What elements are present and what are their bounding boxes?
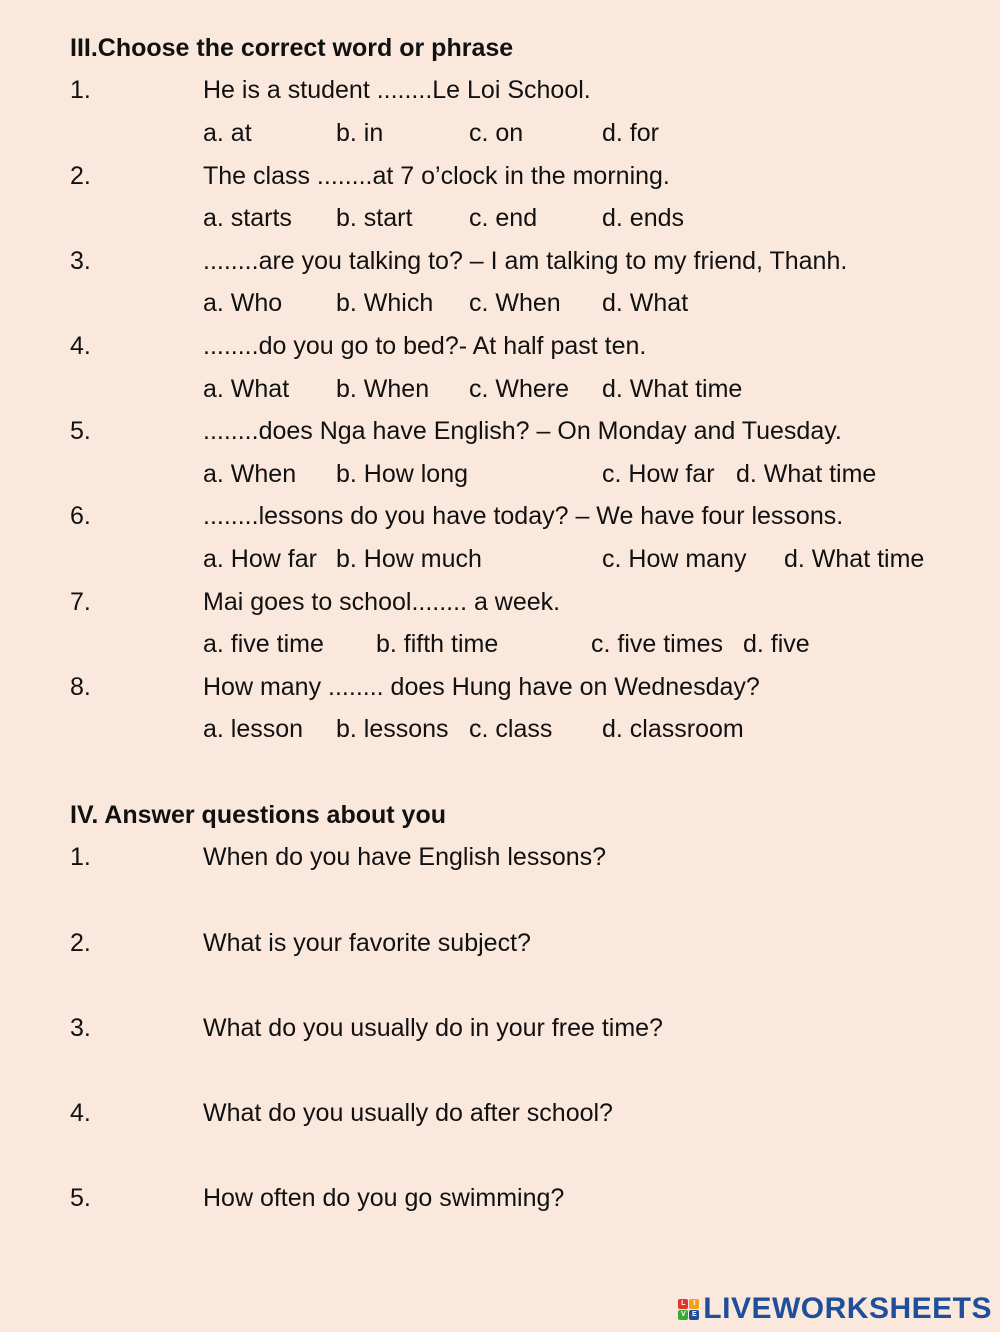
option-b[interactable]: b. Which — [336, 289, 434, 317]
logo-square: L — [678, 1299, 688, 1309]
option-b[interactable]: b. When — [336, 375, 430, 403]
question-text: ........do you go to bed?- At half past ten. — [203, 332, 647, 360]
logo-square: V — [678, 1310, 688, 1320]
question-text: Mai goes to school........ a week. — [203, 588, 561, 616]
question-text: ........are you talking to? – I am talking to my friend, Thanh. — [203, 247, 848, 275]
question-number: 6. — [70, 502, 91, 530]
question-text: How often do you go swimming? — [203, 1184, 565, 1212]
option-a[interactable]: a. lesson — [203, 715, 304, 743]
section-4-heading: IV. Answer questions about you — [70, 801, 446, 829]
option-c[interactable]: c. Where — [469, 375, 570, 403]
question-text: ........does Nga have English? – On Monday and Tuesday. — [203, 417, 842, 445]
option-d[interactable]: d. What time — [784, 545, 925, 573]
option-c[interactable]: c. on — [469, 119, 524, 147]
option-b[interactable]: b. fifth time — [376, 630, 499, 658]
option-c[interactable]: c. How many — [602, 545, 747, 573]
option-c[interactable]: c. five times — [591, 630, 723, 658]
question-number: 4. — [70, 332, 91, 360]
option-d[interactable]: d. What time — [602, 375, 743, 403]
section-3-heading: III.Choose the correct word or phrase — [70, 34, 514, 62]
question-text: ........lessons do you have today? – We have four lessons. — [203, 502, 844, 530]
option-a[interactable]: a. five time — [203, 630, 324, 658]
option-d[interactable]: d. for — [602, 119, 659, 147]
option-a[interactable]: a. When — [203, 460, 297, 488]
option-b[interactable]: b. start — [336, 204, 413, 232]
option-d[interactable]: d. classroom — [602, 715, 744, 743]
option-c[interactable]: c. How far — [602, 460, 715, 488]
option-b[interactable]: b. How long — [336, 460, 469, 488]
question-number: 5. — [70, 1184, 91, 1212]
question-number: 2. — [70, 929, 91, 957]
question-number: 1. — [70, 843, 91, 871]
question-number: 4. — [70, 1099, 91, 1127]
question-number: 3. — [70, 247, 91, 275]
option-c[interactable]: c. When — [469, 289, 561, 317]
option-a[interactable]: a. How far — [203, 545, 317, 573]
option-c[interactable]: c. end — [469, 204, 538, 232]
question-text: When do you have English lessons? — [203, 843, 607, 871]
question-number: 8. — [70, 673, 91, 701]
option-a[interactable]: a. starts — [203, 204, 292, 232]
question-number: 1. — [70, 76, 91, 104]
question-text: He is a student ........Le Loi School. — [203, 76, 591, 104]
liveworksheets-logo — [678, 1292, 992, 1326]
logo-squares-icon — [678, 1299, 699, 1320]
logo-square: E — [689, 1310, 699, 1320]
question-text: What do you usually do in your free time? — [203, 1014, 663, 1042]
question-number: 3. — [70, 1014, 91, 1042]
option-d[interactable]: d. ends — [602, 204, 685, 232]
question-number: 5. — [70, 417, 91, 445]
option-b[interactable]: b. in — [336, 119, 384, 147]
option-a[interactable]: a. Who — [203, 289, 283, 317]
option-b[interactable]: b. lessons — [336, 715, 449, 743]
brand-name: LIVEWORKSHEETS — [703, 1292, 992, 1325]
option-a[interactable]: a. at — [203, 119, 252, 147]
logo-square: I — [689, 1299, 699, 1309]
question-text: The class ........at 7 o’clock in the morning. — [203, 162, 670, 190]
question-number: 7. — [70, 588, 91, 616]
question-number: 2. — [70, 162, 91, 190]
question-text: What is your favorite subject? — [203, 929, 531, 957]
option-d[interactable]: d. five — [743, 630, 810, 658]
option-a[interactable]: a. What — [203, 375, 290, 403]
option-d[interactable]: d. What time — [736, 460, 877, 488]
option-b[interactable]: b. How much — [336, 545, 482, 573]
question-text: What do you usually do after school? — [203, 1099, 613, 1127]
option-d[interactable]: d. What — [602, 289, 689, 317]
question-text: How many ........ does Hung have on Wednesday? — [203, 673, 760, 701]
option-c[interactable]: c. class — [469, 715, 553, 743]
